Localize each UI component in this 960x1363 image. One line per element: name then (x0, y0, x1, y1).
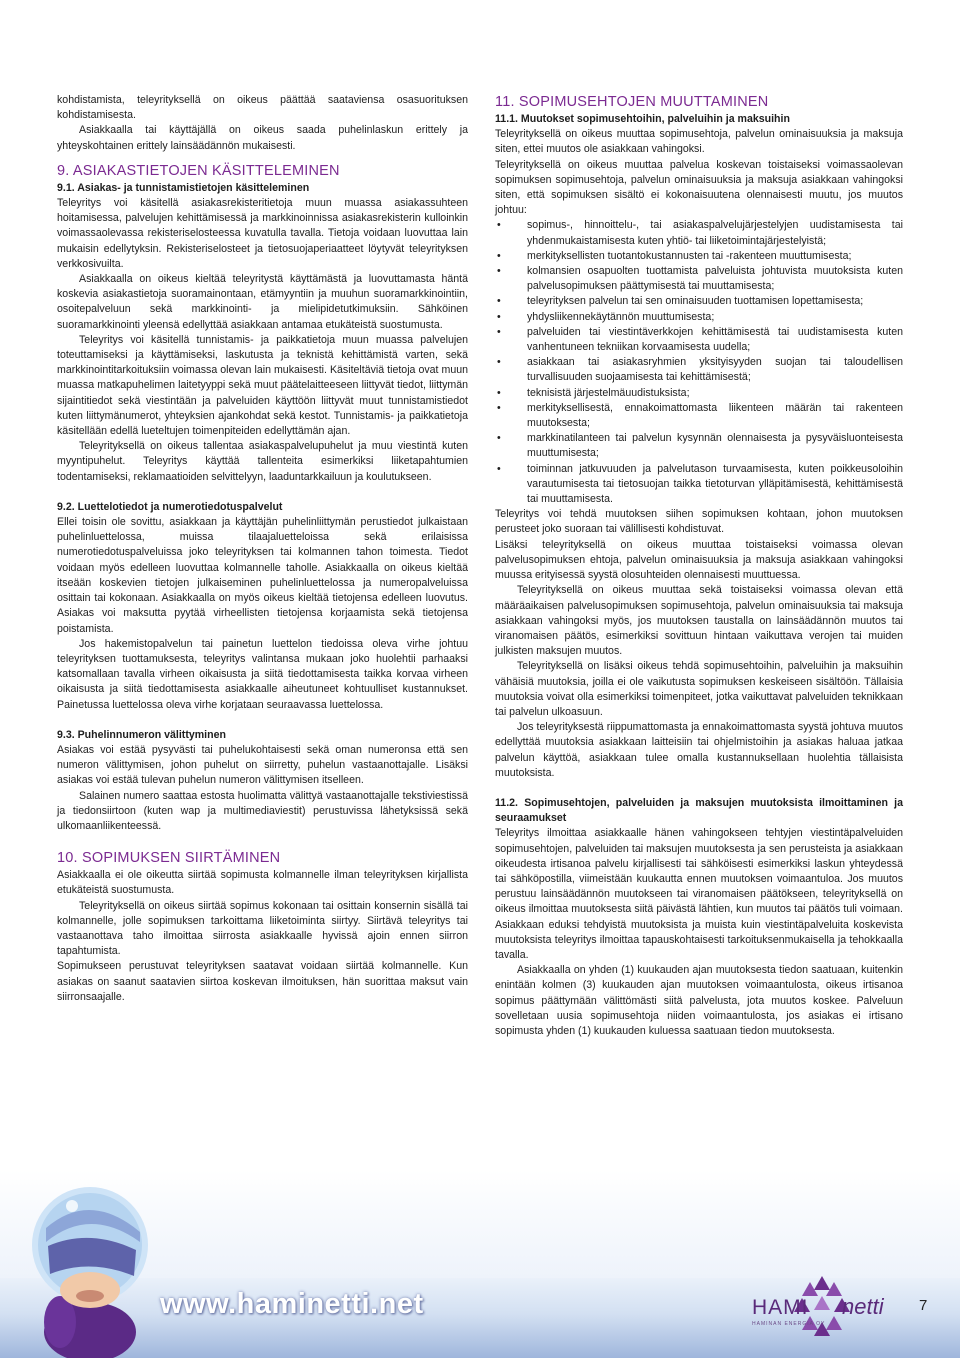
section-heading-9: 9. ASIAKASTIETOJEN KÄSITTELEMINEN (57, 162, 340, 179)
list-item: • merkityksellisten tuotantokustannusten tai -rakenteen muuttumisesta; (495, 249, 903, 264)
logo-text: HAMI (752, 1296, 809, 1319)
paragraph: Asiakas voi estää pysyvästi tai puhelukohtaisesti sekä oman numeronsa että sen numeron välittymisen, johon puhelut on siirretty, puhelun vastaanottajalle. Lisäksi asiakas voi estää tulevan puhelun numeron välittymisen itselleen. (57, 743, 468, 787)
paragraph: Jos teleyrityksestä riippumattomasta ja ennakoimattomasta syystä johtuva muutos edellyttää muutoksia asiakkaan laitteisiin tai ohjelmistoihin ja asiakas haluaa jatkaa palvelun käyttöä, asiakkaan tulee omalla kustannuksellaan huolehtia tällaisista muutoksista. (495, 721, 903, 779)
section-heading-10: 10. SOPIMUKSEN SIIRTÄMINEN (57, 850, 281, 867)
list-item: • merkityksellisestä, ennakoimattomasta liikenteen määrän tai rakenteen muutoksesta; (495, 401, 903, 431)
subsection-heading-9-3: 9.3. Puhelinnumeron välittyminen (57, 728, 226, 741)
paragraph: Salainen numero saattaa estosta huolimatta välittyä vastaanottajalle tekstiviestissä ja tiedonsiirtoon (kuten wap ja multimediaviestit) perustuvissa lähetyksissä sekä ulkomaanliikenteessä. (57, 789, 468, 832)
paragraph: Teleyritys ilmoittaa asiakkaalle hänen vahingokseen tehtyjen viestintäpalveluiden sopimusehtojen, palveluiden tai maksujen muutoksesta ja sen perusteista ja asiakkaan oikeudesta irtisanoa palvelu kirjallisesti tai sähköisesti esimerkiksi laskun yhteydessä tai sähköpostilla, viimeistään kuukautta ennen muutoksen voimaantuloa. Jos muutos perustuu lainsäädännön muutokseen tai viranomaisen päätökseen, teleyrityksellä on oikeus ilmoittaa muutoksesta siitä päivästä lähtien, kun muutos tai päätös tuli voimaan. Asiakkaan eduksi tehdyistä muutoksista ja muista kuin viestintäpalveluita koskevista muutoksista teleyritys ilmoittaa tapauskohtaisesti tarkoituksenmukaisella ja tehokkaalla tavalla. (495, 827, 903, 961)
paragraph: Teleyritys voi käsitellä asiakasrekisteritietoja muun muassa asiakassuhteen hoitamisessa, palvelujen kehittämisessä ja markkinoinnissa asiakasrekisterin kulloinkin voimassaolevassa rekisteriselosteessa kuvatulla tavalla. Tietoja voidaan luovuttaa lain mukaisin edellytyksin. Rekisteriselosteet ja tietosuojaperiaatteet löytyvät teleyrityksen verkkosivuilta. (57, 197, 468, 270)
list-item: • asiakkaan tai asiakasryhmien yksityisyyden suojan tai taloudellisen turvallisuuden suojaamisesta tai kehittämisestä; (495, 355, 903, 385)
bullet-list (495, 218, 903, 507)
haminetti-logo (752, 1270, 902, 1342)
paragraph: Teleyrityksellä on oikeus muuttaa sekä toistaiseksi voimassa olevan että määräaikaisen palvelusopimuksen sopimusehtoja, palvelun ominaisuuksia tai maksuja asiakkaan vahingoksi myös, jos muutoksen taustalla on lainsäädännön muutos tai viranomaisen päätös, esimerkiksi sovittuun hintaan vaikuttava verojen tai muiden julkisten maksujen muutos. (495, 584, 903, 658)
paragraph: Teleyritys voi tehdä muutoksen siihen sopimuksen kohtaan, johon muutoksen perusteet joko suoraan tai välillisesti kohdistuvat. (495, 508, 903, 536)
right-column (495, 93, 903, 1039)
list-item: • sopimus-, hinnoittelu-, tai asiakaspalvelujärjestelyjen uudistamisesta tai yhdenmukaistamisesta kuten yhtiö- tai liiketoimintajärjestelyistä; (495, 218, 903, 248)
subsection-heading-9-2: 9.2. Luettelotiedot ja numerotiedotuspalvelut (57, 500, 283, 513)
left-column (57, 93, 468, 1005)
paragraph: Asiakkaalla on yhden (1) kuukauden ajan muutoksesta tiedon saatuaan, kuitenkin enintään kolmen (3) kuukauden ajan muutoksen voimaantulosta, oikeus irtisanoa sopimus päättymään välittömästi siitä palvelusta, jota muutos koskee. Palveluun sovelletaan uusia sopimusehtoja niiden voimaantulosta, jos asiakas ei irtisano sopimusta yhden (1) kuukauden kuluessa saatuaan tiedon muutoksesta. (495, 964, 903, 1037)
list-item: • teknisistä järjestelmäuudistuksista; (495, 386, 903, 401)
list-item: • teleyrityksen palvelun tai sen ominaisuuden tuottamisen lopettamisesta; (495, 294, 903, 309)
list-item: • yhdysliikennekäytännön muuttumisesta; (495, 310, 903, 325)
paragraph: Teleyrityksellä on oikeus muuttaa palvelua koskevan toistaiseksi voimassaolevan sopimuksen sopimusehtoja, palvelun ominaisuuksia ja maksuja asiakkaan vahingoksi siten, että sopimuksen sisältö ei kokonaisuutena olennaisesti muutu, jos muutos johtuu: (495, 158, 903, 217)
logo-text: netti (842, 1294, 884, 1319)
website-url[interactable]: www.haminetti.net (160, 1288, 424, 1320)
list-item: • toiminnan jatkuvuuden ja palvelutason turvaamisesta, kuten poikkeusoloihin varautumisesta tai tietosuojan taikka tietoturvan ylläpitämisestä, kehittämisestä tai muuttamisesta. (495, 462, 903, 508)
paragraph: Teleyrityksellä on oikeus muuttaa sopimusehtoja, palvelun ominaisuuksia ja maksuja siten, ettei muutos ole asiakkaan vahingoksi. (495, 128, 903, 156)
list-item: • kolmansien osapuolten tuottamista palveluista johtuvista muutoksista kuten palvelusopimuksen päättymisestä tai muuttamisesta; (495, 264, 903, 294)
paragraph: kohdistamista, teleyrityksellä on oikeus päättää saataviensa osasuorituksen kohdistamisesta. (57, 94, 468, 122)
paragraph: Jos hakemistopalvelun tai painetun luettelon tiedoissa oleva virhe johtuu teleyrityksen tuottamuksesta, teleyritys valintansa mukaan joko huolehtii parhaaksi katsomallaan tavalla virheen oikaisusta ja siitä tiedottamisesta taikka korvaa virheen oikaisusta ja siitä tiedottamisesta asiakkaalle aiheutuneet kohtuulliset kustannukset. Painetussa luettelossa oleva virhe korjataan seuraavassa luettelossa. (57, 637, 468, 711)
list-item: • palveluiden tai viestintäverkkojen kehittämisestä tai uudistamisesta kuten vanhentuneen tekniikan korvaamisesta uudella; (495, 325, 903, 355)
paragraph: Asiakkaalla tai käyttäjällä on oikeus saada puhelinlaskun erittely ja yhteyskohtainen erittely lainsäädännön mukaisesti. (57, 124, 468, 152)
mascot-illustration (30, 1150, 170, 1358)
paragraph: Teleyrityksellä on oikeus tallentaa asiakaspalvelupuhelut ja muu viestintä kuten myyntipuhelut. Teleyritys käyttää tallenteita esimerkiksi liiketapahtumien todentamiseksi, reklamaatioiden selvittelyyn, laaduntarkkailuun ja koulutukseen. (57, 440, 468, 483)
paragraph: Lisäksi teleyrityksellä on oikeus muuttaa toistaiseksi voimassa olevan palvelusopimuksen ehtoja, palvelun ominaisuuksia ja maksuja asiakkaan vahingoksi muussa erityisessä syystä olosuhteiden olennaisesti muuttuessa. (495, 538, 903, 582)
paragraph: Sopimukseen perustuvat teleyrityksen saatavat voidaan siirtää kolmannelle. Kun asiakas on saanut saatavien siirtoa koskevan ilmoituksen, hän suorittaa maksut vain siirronsaajalle. (57, 960, 468, 1003)
paragraph: Teleyrityksellä on lisäksi oikeus tehdä sopimusehtoihin, palveluihin ja maksuihin vähäisiä muutoksia, joilla ei ole vaikutusta sopimuksen keskeiseen sisältöön. Tällaisia muutoksia voivat olla esimerkiksi toimenpiteet, jotka vaikuttavat palveluiden teknikkaan tai palvelun ulkoasuun. (495, 660, 903, 718)
subsection-heading-11-1: 11.1. Muutokset sopimusehtoihin, palveluihin ja maksuihin (495, 113, 790, 125)
paragraph: Ellei toisin ole sovittu, asiakkaan ja käyttäjän puhelinliittymän perustiedot julkaistaan puhelinluettelossa, muissa tilaajaluetteloissa sekä erilaisissa numerotiedotuspalveluissa joko teleyrityksen tai kolmannen tahon toimesta. Tiedot voidaan myös edelleen luovuttaa kolmannelle taholle. Asiakkaalla on oikeus kieltää itseään koskevien tietojen julkaiseminen puhelinluettelossa ja numeropalveluissa osittain tai kokonaan. Asiakkaalla on myös oikeus kieltää tietojensa edelleen luovutus. Asiakas voi maksutta pyytää virheellisten tietojensa korjaamista sekä tietojensa poistamista. (57, 516, 468, 635)
subsection-heading-11-2: 11.2. Sopimusehtojen, palveluiden ja maksujen muutoksista ilmoittaminen ja seuraamukset (495, 796, 903, 825)
logo-subtitle: HAMINAN ENERGIA OY (752, 1321, 826, 1327)
paragraph: Teleyritys voi käsitellä tunnistamis- ja paikkatietoja muun muassa palvelujen toteuttamiseksi ja käyttämiseksi, laskutusta ja teknistä kehittämistä varten, sekä markkinointitarkoituksiin voimassa olevan lain mukaisesti. Käsiteltäviä tietoja ovat muun muassa matkapuhelimen laitetyyppi sekä muut päätelaitteeseen liittyvät tiedot, liittymän sijaintitiedot sekä viestintään ja palveluiden käyttöön liittyvät muut tunnistamistiedot kuten liittymänumerot, yhteyksien ajankohdat sekä kestot. Tunnistamis- ja paikkatietoja käsitellään edellä lueteltujen toimenpiteiden edellyttämän ajan. (57, 333, 468, 438)
subsection-heading-9-1: 9.1. Asiakas- ja tunnistamistietojen käsitteleminen (57, 181, 310, 194)
paragraph: Teleyrityksellä on oikeus siirtää sopimus kokonaan tai osittain konsernin sisällä tai kolmannelle, jolle sopimuksen tarkoittama liiketoiminta siirtyy. Siirtävä teleyritys tai vastaanottava taho ilmoittaa siirrosta asiakkaalle hyvissä ajoin ennen siirron tapahtumista. (57, 899, 468, 958)
paragraph: Asiakkaalla on oikeus kieltää teleyritystä käyttämästä ja luovuttamasta häntä koskevia asiakastietoja suoramainontaan, etämyyntiin ja muuhun suoramarkkinointiin, osoitepalveluun sekä markkinointi- ja mielipidetutkimuksiin. Sähköinen suoramarkkinointi yleensä edellyttää asiakkaan antamaa etukäteistä suostumusta. (57, 273, 468, 331)
list-item: • markkinatilanteen tai palvelun kysynnän olennaisesta ja pysyväisluonteisesta muuttumisesta; (495, 431, 903, 461)
section-heading-11: 11. SOPIMUSEHTOJEN MUUTTAMINEN (495, 94, 769, 110)
page-number: 7 (919, 1297, 928, 1314)
paragraph: Asiakkaalla ei ole oikeutta siirtää sopimusta kolmannelle ilman teleyrityksen kirjallista etukäteistä suostumusta. (57, 869, 468, 897)
